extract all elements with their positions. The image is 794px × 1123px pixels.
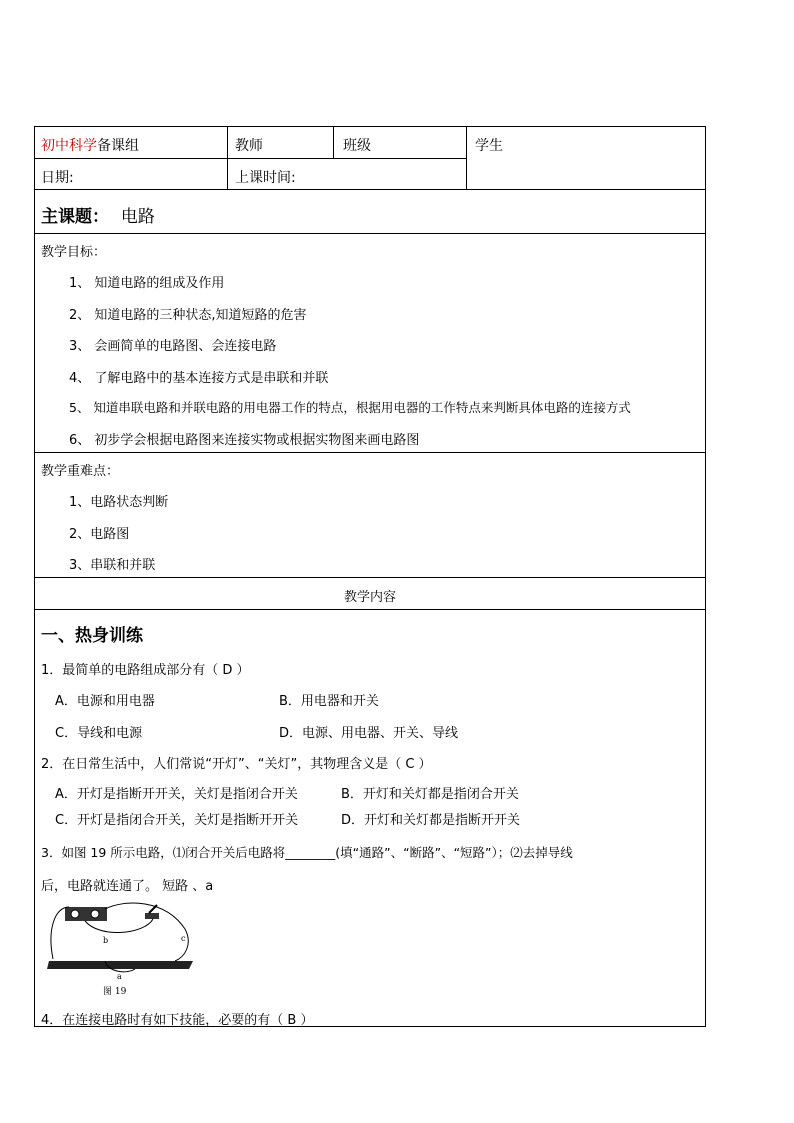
goal-item: 2、 知道电路的三种状态,知道短路的危害 xyxy=(69,308,307,323)
topic: 主课题： 电路 xyxy=(41,207,155,227)
goal-item: 5、 知道串联电路和并联电路的用电器工作的特点，根据用电器的工作特点来判断具体电路的连接方式 xyxy=(69,400,631,415)
label-c: c xyxy=(181,934,186,943)
q1-stem: 1．最简单的电路组成部分有（ D ） xyxy=(41,663,250,678)
terminal-shape xyxy=(91,910,99,918)
keypoint-item: 3、串联和并联 xyxy=(69,558,156,573)
group-label: 初中科学备课组 xyxy=(41,138,139,154)
q2-stem: 2．在日常生活中，人们常说“开灯”、“关灯”，其物理含义是（ C ） xyxy=(41,757,432,772)
q2-option-c: C．开灯是指闭合开关，关灯是指断开开关 xyxy=(55,813,299,828)
goal-item: 3、 会画简单的电路图、会连接电路 xyxy=(69,339,277,354)
terminal-shape xyxy=(71,910,79,918)
q1-option-d: D．电源、用电器、开关、导线 xyxy=(279,726,459,741)
wire-c xyxy=(105,903,188,961)
figure-caption: 图 19 xyxy=(103,987,127,997)
q2-option-b: B．开灯和关灯都是指闭合开关 xyxy=(341,787,519,802)
time-label: 上课时间: xyxy=(235,170,296,186)
teacher-label: 教师 xyxy=(235,138,263,154)
divider xyxy=(35,189,705,190)
q1-option-a: A．电源和用电器 xyxy=(55,694,155,709)
class-label: 班级 xyxy=(343,138,371,154)
section-title: 一、热身训练 xyxy=(41,626,143,646)
circuit-figure xyxy=(45,899,195,997)
goal-item: 1、 知道电路的组成及作用 xyxy=(69,276,225,291)
content-heading: 教学内容 xyxy=(343,590,396,605)
divider xyxy=(333,127,334,159)
q1-option-c: C．导线和电源 xyxy=(55,726,143,741)
q2-option-a: A．开灯是指断开开关，关灯是指闭合开关 xyxy=(55,787,298,802)
q4-stem: 4．在连接电路时有如下技能，必要的有（ B ） xyxy=(41,1013,314,1028)
divider xyxy=(35,158,467,159)
divider xyxy=(35,609,705,610)
student-label: 学生 xyxy=(475,138,503,154)
label-b: b xyxy=(103,936,109,945)
keypoint-item: 2、电路图 xyxy=(69,527,130,542)
q2-option-d: D．开灯和关灯都是指断开开关 xyxy=(341,813,521,828)
switch-shape xyxy=(145,913,159,919)
goal-item: 6、 初步学会根据电路图来连接实物或根据实物图来画电路图 xyxy=(69,433,420,448)
wire-b xyxy=(85,919,153,933)
q3-line2: 后，电路就连通了。 短路 、a xyxy=(41,879,214,894)
divider xyxy=(35,577,705,578)
keypoint-item: 1、电路状态判断 xyxy=(69,495,169,510)
label-a: a xyxy=(117,972,122,981)
goals-heading: 教学目标： xyxy=(41,245,107,260)
lesson-plan-table xyxy=(34,126,706,1027)
divider xyxy=(35,233,705,234)
date-label: 日期: xyxy=(41,170,74,186)
q3-line1: 3．如图 19 所示电路，⑴闭合开关后电路将________(填“通路”、“断路”、“短路”）；⑵去掉导线 xyxy=(41,845,573,860)
goal-item: 4、 了解电路中的基本连接方式是串联和并联 xyxy=(69,371,329,386)
q1-option-b: B．用电器和开关 xyxy=(279,694,379,709)
keypoints-heading: 教学重难点： xyxy=(41,464,120,479)
divider xyxy=(35,452,705,453)
board-shape xyxy=(47,961,193,969)
